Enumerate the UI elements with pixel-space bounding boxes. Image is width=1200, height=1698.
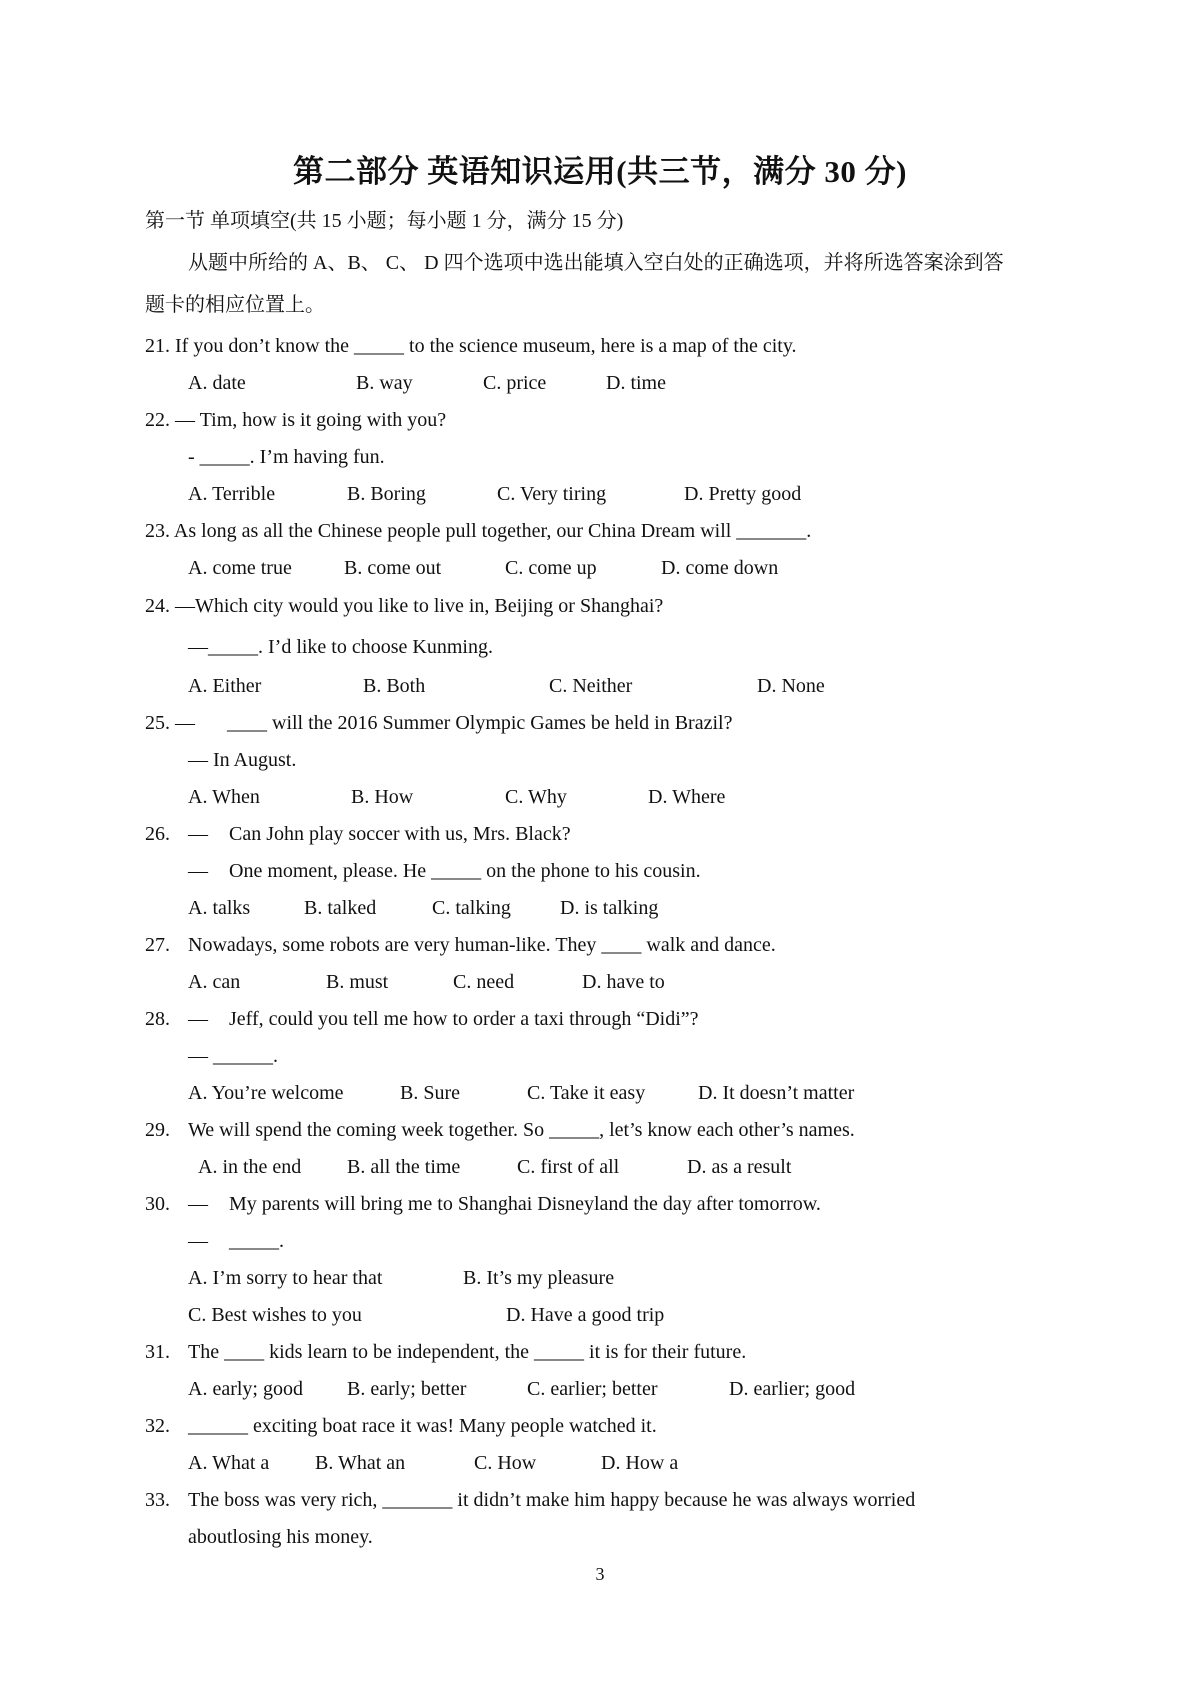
question-27-number: 27. [145, 934, 170, 956]
question-26-dash-2: — [188, 860, 208, 882]
question-30-number: 30. [145, 1193, 170, 1215]
question-27-option-b: B. must [326, 971, 389, 993]
question-22-option-d: D. Pretty good [684, 483, 802, 505]
question-21-option-d: D. time [606, 372, 666, 394]
question-24-option-a: A. Either [188, 675, 262, 697]
question-24-option-d: D. None [757, 675, 825, 697]
question-28-number: 28. [145, 1008, 170, 1030]
question-28-stem: Jeff, could you tell me how to order a taxi through “Didi”? [229, 1008, 699, 1030]
question-32-option-b: B. What an [315, 1452, 406, 1474]
question-30-option-b: B. It’s my pleasure [463, 1267, 615, 1289]
question-30-option-c: C. Best wishes to you [188, 1304, 362, 1326]
question-25-number: 25. — [145, 712, 195, 734]
question-26-option-c: C. talking [432, 897, 511, 919]
question-31-option-d: D. earlier; good [729, 1378, 856, 1400]
question-27-option-c: C. need [453, 971, 515, 993]
question-29-option-c: C. first of all [517, 1156, 620, 1178]
instruction-line-1: 从题中所给的 A、B、 C、 D 四个选项中选出能填入空白处的正确选项，并将所选答案涂到答 [188, 252, 1004, 274]
question-30-option-a: A. I’m sorry to hear that [188, 1267, 383, 1289]
question-31-stem: The ____ kids learn to be independent, the _____ it is for their future. [188, 1341, 747, 1363]
question-24-option-c: C. Neither [549, 675, 633, 697]
question-25-option-c: C. Why [505, 786, 567, 808]
question-25-option-d: D. Where [648, 786, 726, 808]
question-31-option-c: C. earlier; better [527, 1378, 658, 1400]
question-30-dash-1: — [188, 1193, 208, 1215]
question-28-reply: — ______. [188, 1045, 278, 1067]
question-26-reply: One moment, please. He _____ on the phone to his cousin. [229, 860, 701, 882]
question-22-option-c: C. Very tiring [497, 483, 607, 505]
question-22-option-a: A. Terrible [188, 483, 276, 505]
question-27-stem: Nowadays, some robots are very human-like. They ____ walk and dance. [188, 934, 776, 956]
question-25-option-a: A. When [188, 786, 260, 808]
question-22-stem: 22. — Tim, how is it going with you? [145, 409, 447, 431]
question-29-option-a: A. in the end [198, 1156, 302, 1178]
question-25-option-b: B. How [351, 786, 414, 808]
question-21-option-a: A. date [188, 372, 246, 394]
question-33-stem-continued: aboutlosing his money. [188, 1526, 373, 1548]
question-30-stem: My parents will bring me to Shanghai Disneyland the day after tomorrow. [229, 1193, 821, 1215]
question-25-stem: ____ will the 2016 Summer Olympic Games be held in Brazil? [227, 712, 733, 734]
question-23-option-b: B. come out [344, 557, 442, 579]
question-23-option-c: C. come up [505, 557, 597, 579]
question-30-option-d: D. Have a good trip [506, 1304, 665, 1326]
question-28-option-b: B. Sure [400, 1082, 460, 1104]
instruction-line-2: 题卡的相应位置上。 [145, 294, 325, 316]
question-24-stem: 24. —Which city would you like to live in, Beijing or Shanghai? [145, 595, 664, 617]
question-21-stem: 21. If you don’t know the _____ to the science museum, here is a map of the city. [145, 335, 797, 357]
question-29-number: 29. [145, 1119, 170, 1141]
question-32-option-d: D. How a [601, 1452, 679, 1474]
question-28-option-c: C. Take it easy [527, 1082, 646, 1104]
question-31-option-a: A. early; good [188, 1378, 303, 1400]
question-28-option-a: A. You’re welcome [188, 1082, 344, 1104]
question-32-stem: ______ exciting boat race it was! Many people watched it. [188, 1415, 657, 1437]
question-33-stem: The boss was very rich, _______ it didn’t make him happy because he was always worried [188, 1489, 916, 1511]
question-24-reply: —_____. I’d like to choose Kunming. [188, 636, 493, 658]
question-31-option-b: B. early; better [347, 1378, 467, 1400]
question-32-option-c: C. How [474, 1452, 537, 1474]
question-30-reply: _____. [229, 1230, 284, 1252]
question-23-option-a: A. come true [188, 557, 292, 579]
question-21-option-c: C. price [483, 372, 547, 394]
question-26-option-b: B. talked [304, 897, 377, 919]
question-32-number: 32. [145, 1415, 170, 1437]
question-27-option-d: D. have to [582, 971, 665, 993]
section-heading: 第一节 单项填空(共 15 小题；每小题 1 分，满分 15 分) [145, 210, 624, 232]
question-30-dash-2: — [188, 1230, 208, 1252]
page-title: 第二部分 英语知识运用(共三节，满分 30 分) [293, 154, 907, 189]
question-21-option-b: B. way [356, 372, 413, 394]
question-22-option-b: B. Boring [347, 483, 426, 505]
question-29-stem: We will spend the coming week together. So _____, let’s know each other’s names. [188, 1119, 855, 1141]
question-23-option-d: D. come down [661, 557, 779, 579]
question-25-reply: — In August. [188, 749, 297, 771]
question-24-option-b: B. Both [363, 675, 426, 697]
question-33-number: 33. [145, 1489, 170, 1511]
question-31-number: 31. [145, 1341, 170, 1363]
question-23-stem: 23. As long as all the Chinese people pull together, our China Dream will _______. [145, 520, 812, 542]
question-26-number: 26. [145, 823, 170, 845]
question-28-option-d: D. It doesn’t matter [698, 1082, 855, 1104]
question-28-dash: — [188, 1008, 208, 1030]
page-number: 3 [595, 1564, 605, 1584]
question-32-option-a: A. What a [188, 1452, 270, 1474]
question-26-dash-1: — [188, 823, 208, 845]
question-29-option-d: D. as a result [687, 1156, 792, 1178]
question-22-reply: - _____. I’m having fun. [188, 446, 385, 468]
question-26-option-a: A. talks [188, 897, 251, 919]
question-29-option-b: B. all the time [347, 1156, 461, 1178]
question-26-stem: Can John play soccer with us, Mrs. Black? [229, 823, 571, 845]
question-27-option-a: A. can [188, 971, 241, 993]
question-26-option-d: D. is talking [560, 897, 659, 919]
